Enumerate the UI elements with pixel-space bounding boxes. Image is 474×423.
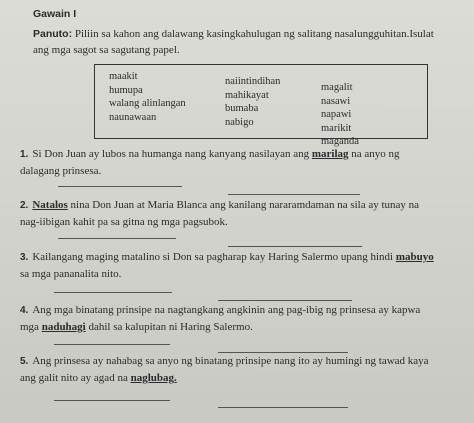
question-number: 5. (20, 356, 29, 367)
question-5 (20, 353, 440, 386)
word: nabigo (225, 116, 254, 128)
question-text: nina Don Juan at Maria Blanca ang kanilang nararamdaman na sila ay tunay na nag-iibigan kahit pa sa gitna ng mga pagsubok. (20, 199, 420, 228)
word: mahikayat (225, 89, 269, 101)
word-column-3 (321, 81, 359, 149)
word-column-1 (109, 70, 186, 124)
question-text: Kailangang maging matalino si Don sa pagharap kay Haring Salermo upang hindi (32, 251, 396, 263)
underlined-word: Natalos (32, 199, 68, 211)
word: maakit (109, 71, 138, 82)
answer-line[interactable] (54, 292, 172, 293)
word: maganda (321, 136, 359, 147)
instructions (33, 26, 445, 58)
word: nasawi (321, 95, 351, 107)
question-number: 1. (20, 149, 29, 160)
question-text: Ang mga binatang prinsipe na nagtangkang angkinin ang pag-ibig ng prinsesa ay kapwa mga (20, 304, 421, 333)
underlined-word: marilag (311, 148, 349, 160)
word: marikit (321, 122, 352, 134)
instructions-label: Panuto: (33, 28, 73, 40)
word-column-2 (225, 75, 280, 129)
word: magalit (321, 82, 353, 93)
answer-line[interactable] (218, 300, 352, 301)
answer-line[interactable] (228, 194, 360, 195)
word: naunawaan (109, 111, 157, 123)
underlined-word: naduhagi (41, 321, 86, 333)
answer-line[interactable] (54, 400, 170, 401)
underlined-word: naglubag. (130, 372, 177, 384)
word: humupa (109, 84, 143, 96)
question-number: 2. (20, 200, 29, 211)
word: napawi (321, 109, 352, 120)
word: naiintindihan (225, 76, 281, 87)
question-1 (20, 146, 440, 179)
question-text: na anyo ng dalagang prinsesa. (20, 148, 400, 177)
answer-line[interactable] (58, 238, 176, 239)
answer-line[interactable] (58, 186, 182, 187)
question-2 (20, 197, 440, 230)
instructions-text: Piliin sa kahon ang dalawang kasingkahulugan ng salitang nasalungguhitan.Isulat ang mga sagot sa sagutang papel. (33, 28, 434, 56)
answer-line[interactable] (54, 344, 170, 345)
worksheet-title: Gawain I (33, 8, 77, 20)
question-text: Si Don Juan ay lubos na humanga nang kanyang nasilayan ang (32, 148, 312, 160)
word-box (94, 64, 428, 147)
underlined-word: mabuyo (395, 251, 434, 263)
question-number: 3. (20, 252, 29, 263)
word: walang alinlangan (109, 98, 186, 109)
question-4 (20, 302, 440, 335)
answer-line[interactable] (218, 407, 348, 408)
question-text: sa mga pananalita nito. (20, 268, 122, 280)
word: bumaba (225, 103, 259, 114)
question-text: Ang prinsesa ay nahabag sa anyo ng binatang prinsipe nang ito ay humingi ng tawad kaya ang galit nito ay agad na (20, 355, 429, 384)
answer-line[interactable] (228, 246, 362, 247)
question-number: 4. (20, 305, 29, 316)
question-text: dahil sa kalupitan ni Haring Salermo. (85, 321, 253, 333)
question-3 (20, 249, 440, 282)
